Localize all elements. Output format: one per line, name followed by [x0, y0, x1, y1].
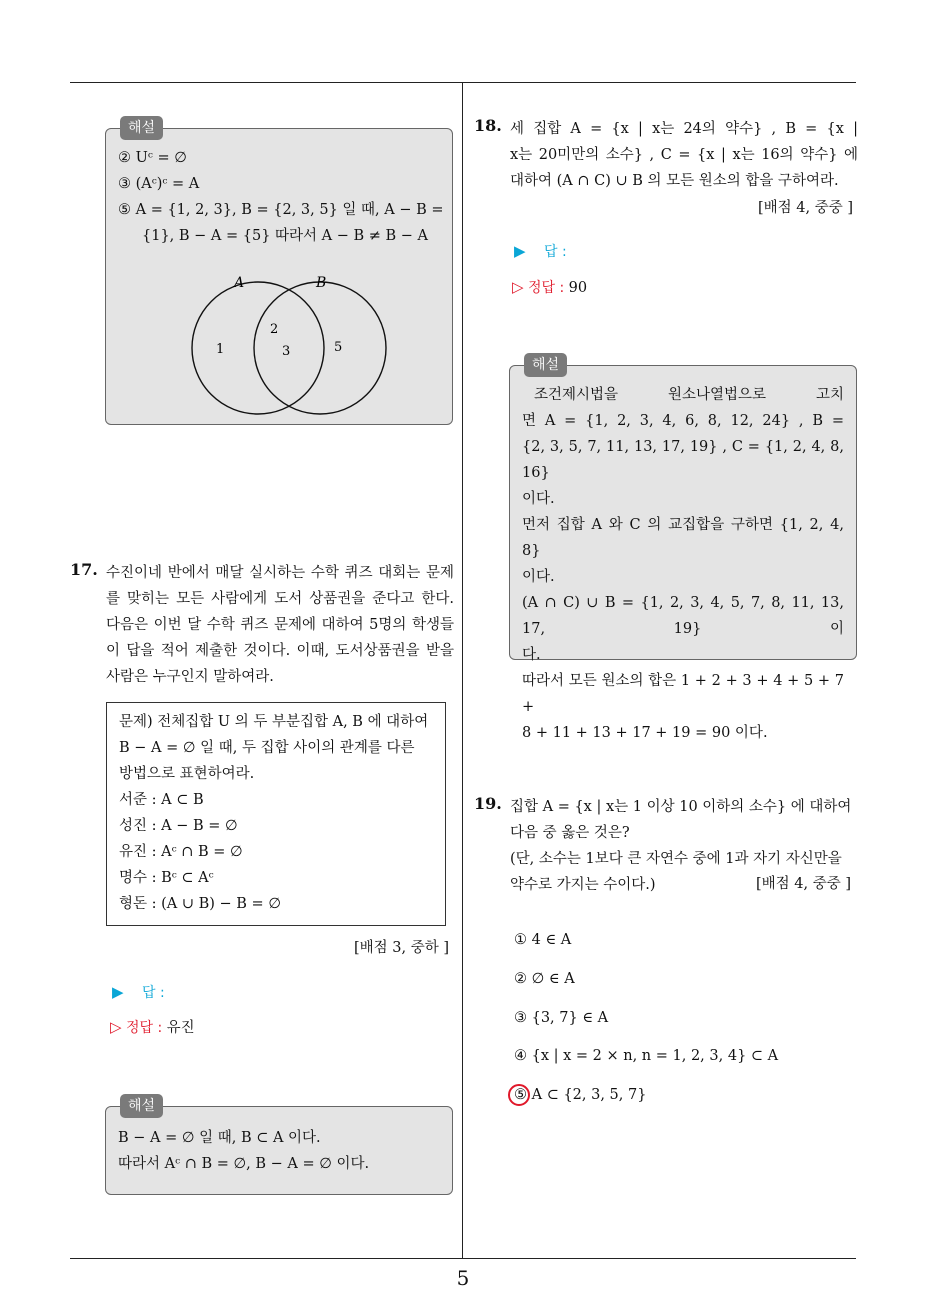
question-line: 다음은 이번 달 수학 퀴즈 문제에 대하여 5명의 학생들 [106, 617, 454, 633]
choice-1[interactable]: ① 4 ∈ A [514, 932, 572, 948]
choice-4[interactable]: ④ {x | x = 2 × n, n = 1, 2, 3, 4} ⊂ A [514, 1048, 779, 1064]
venn-label-a: A [234, 275, 245, 291]
venn-value-only-a: 1 [216, 342, 225, 357]
solution-box-q17 [105, 1098, 453, 1195]
top-rule [70, 82, 856, 83]
question-line: 집합 A = {x | x는 1 이상 10 이하의 소수} 에 대하여 [510, 799, 852, 815]
solution-line: {2, 3, 5, 7, 11, 13, 17, 19} , C = {1, 2, 4, 8, 16} [522, 439, 844, 481]
score-q17: [배점 3, 중하 ] [354, 940, 450, 956]
solution-line: 다. [522, 647, 541, 663]
problem-box-q17 [106, 702, 446, 926]
answer-label: 답 : [142, 985, 165, 1001]
question-line: (단, 소수는 1보다 큰 자연수 중에 1과 자기 자신만을 [510, 851, 842, 867]
solution-line: 따라서 Aᶜ ∩ B = ∅, B − A = ∅ 이다. [118, 1156, 370, 1172]
choice-5[interactable]: ⑤ A ⊂ {2, 3, 5, 7} [514, 1087, 647, 1103]
student-answer: 성진 : A − B = ∅ [119, 818, 238, 834]
triangle-outline-icon: ▷ [110, 1018, 122, 1036]
correct-value: 유진 [166, 1020, 195, 1036]
question-number-17: 17. [70, 560, 98, 579]
solution-line: {1}, B − A = {5} 따라서 A − B ≠ B − A [142, 228, 429, 244]
choice-2[interactable]: ② ∅ ∈ A [514, 971, 575, 987]
solution-line: B − A = ∅ 일 때, B ⊂ A 이다. [118, 1130, 321, 1146]
venn-diagram [170, 275, 410, 415]
problem-line: 방법으로 표현하여라. [119, 766, 255, 782]
venn-value-only-b: 5 [334, 340, 343, 355]
answer-row-q17 [112, 982, 165, 1002]
solution-line: 따라서 모든 원소의 합은 1 + 2 + 3 + 4 + 5 + 7 + [522, 673, 844, 715]
venn-circle-b [254, 282, 386, 414]
question-line: x는 20미만의 소수} , C = {x | x는 16의 약수} 에 [510, 147, 858, 163]
question-line: 사람은 누구인지 말하여라. [106, 669, 274, 685]
question-17-text [106, 560, 454, 690]
question-18-text [510, 116, 858, 194]
selected-answer-circle-icon [508, 1084, 530, 1106]
page-number: 5 [456, 1266, 470, 1290]
solution-line: (A ∩ C) ∪ B = {1, 2, 3, 4, 5, 7, 8, 11, 13, 17, 19} 이 [522, 595, 844, 637]
correct-label: 정답 : [528, 280, 565, 296]
solution-line: 조건제시법을 원소나열법으로 고치 [534, 387, 844, 403]
correct-value: 90 [568, 280, 588, 296]
solution-line: 면 A = {1, 2, 3, 4, 6, 8, 12, 24} , B = [522, 413, 844, 429]
problem-line: B − A = ∅ 일 때, 두 집합 사이의 관계를 다른 [119, 740, 415, 756]
question-line: 약수로 가지는 수이다.) [510, 877, 656, 893]
solution-tab: 해설 [120, 1094, 163, 1118]
question-number-18: 18. [474, 116, 502, 135]
choice-3[interactable]: ③ {3, 7} ∈ A [514, 1010, 609, 1026]
solution-tab: 해설 [524, 353, 567, 377]
venn-value-both-top: 2 [270, 322, 279, 337]
solution-line: ③ (Aᶜ)ᶜ = A [118, 176, 200, 192]
bottom-rule [70, 1258, 856, 1259]
venn-circle-a [192, 282, 324, 414]
score-q18: [배점 4, 중중 ] [758, 200, 854, 216]
student-answer: 유진 : Aᶜ ∩ B = ∅ [119, 844, 243, 860]
triangle-outline-icon: ▷ [512, 278, 524, 296]
correct-row-q17 [110, 1016, 195, 1037]
student-answer: 서준 : A ⊂ B [119, 792, 204, 808]
venn-label-b: B [316, 275, 327, 291]
solution-line: 이다. [522, 569, 555, 585]
problem-line: 문제) 전체집합 U 의 두 부분집합 A, B 에 대하여 [119, 714, 429, 730]
correct-row-q18 [512, 277, 587, 297]
triangle-filled-icon: ▶ [514, 242, 526, 260]
solution-line: 8 + 11 + 13 + 17 + 19 = 90 이다. [522, 725, 768, 741]
solution-line: ⑤ A = {1, 2, 3}, B = {2, 3, 5} 일 때, A − B = [118, 202, 444, 218]
solution-line: ② Uᶜ = ∅ [118, 150, 187, 166]
student-answer: 명수 : Bᶜ ⊂ Aᶜ [119, 870, 214, 886]
solution-box-q18 [509, 357, 857, 741]
question-line: 수진이네 반에서 매달 실시하는 수학 퀴즈 대회는 문제 [106, 565, 454, 581]
question-number-19: 19. [474, 794, 502, 813]
question-line: 를 맞히는 모든 사람에게 도서 상품권을 준다고 한다. [106, 591, 454, 607]
venn-value-both-bottom: 3 [282, 344, 291, 359]
student-answer: 형돈 : (A ∪ B) − B = ∅ [119, 896, 281, 912]
column-divider [462, 82, 463, 1258]
question-line: 이 답을 적어 제출한 것이다. 이때, 도서상품권을 받을 [106, 643, 454, 659]
correct-label: 정답 : [126, 1020, 163, 1036]
solution-box-q16 [105, 120, 453, 425]
solution-line: 이다. [522, 491, 555, 507]
question-line: 대하여 (A ∩ C) ∪ B 의 모든 원소의 합을 구하여라. [510, 173, 839, 189]
question-line: 다음 중 옳은 것은? [510, 825, 630, 841]
score-q19: [배점 4, 중중 ] [756, 876, 852, 892]
answer-row-q18 [514, 241, 567, 261]
solution-line: 먼저 집합 A 와 C 의 교집합을 구하면 {1, 2, 4, 8} [522, 517, 844, 559]
solution-tab: 해설 [120, 116, 163, 140]
triangle-filled-icon: ▶ [112, 983, 124, 1001]
answer-label: 답 : [544, 244, 567, 260]
question-line: 세 집합 A = {x | x는 24의 약수} , B = {x | [510, 121, 858, 137]
